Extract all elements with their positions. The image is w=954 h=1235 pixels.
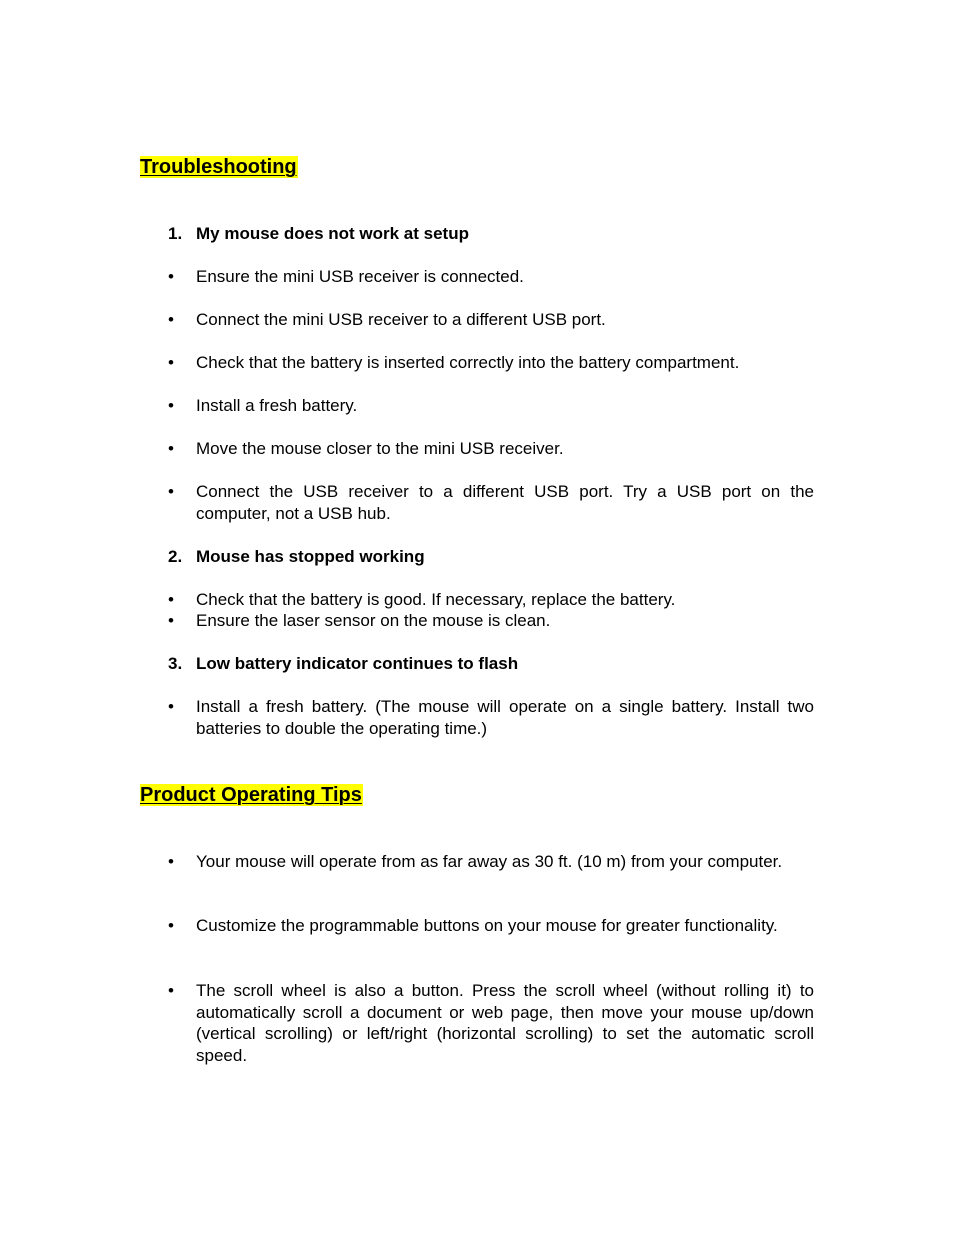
list-item-text: Connect the USB receiver to a different USB port. Try a USB port on the computer, not a USB hub.: [196, 482, 814, 523]
list-item: [168, 851, 814, 873]
list-item-text: Ensure the mini USB receiver is connected.: [196, 267, 524, 286]
list-item-text: Install a fresh battery.: [196, 396, 358, 415]
list-item: [168, 589, 814, 611]
list-item-text: Customize the programmable buttons on your mouse for greater functionality.: [196, 916, 778, 935]
issue-3-title-text: Low battery indicator continues to flash: [196, 654, 519, 673]
bullet-icon: •: [168, 310, 174, 329]
list-item: [168, 309, 814, 331]
bullet-icon: •: [168, 353, 174, 372]
list-item-text: Install a fresh battery. (The mouse will operate on a single battery. Install two batteries to double the operating time.): [196, 697, 814, 738]
bullet-icon: •: [168, 590, 174, 609]
issue-2-title: [168, 546, 814, 568]
list-item-text: Connect the mini USB receiver to a different USB port.: [196, 310, 606, 329]
bullet-icon: •: [168, 916, 174, 935]
issue-2-number: 2.: [168, 547, 183, 566]
issue-1-title: [168, 223, 814, 245]
bullet-icon: •: [168, 439, 174, 458]
bullet-icon: •: [168, 981, 174, 1000]
list-item: [168, 980, 814, 1066]
bullet-icon: •: [168, 482, 174, 501]
list-item: [168, 395, 814, 417]
list-item: [168, 610, 814, 632]
list-item: [168, 915, 814, 937]
issue-1-number: 1.: [168, 224, 183, 243]
bullet-icon: •: [168, 852, 174, 871]
list-item: [168, 696, 814, 739]
issue-1-title-text: My mouse does not work at setup: [196, 224, 469, 243]
bullet-icon: •: [168, 267, 174, 286]
issue-2-title-text: Mouse has stopped working: [196, 547, 425, 566]
list-item-text: Ensure the laser sensor on the mouse is clean.: [196, 611, 551, 630]
list-item-text: Your mouse will operate from as far away as 30 ft. (10 m) from your computer.: [196, 852, 783, 871]
list-item-text: Check that the battery is good. If necessary, replace the battery.: [196, 590, 676, 609]
issue-3-title: [168, 653, 814, 675]
list-item-text: Move the mouse closer to the mini USB receiver.: [196, 439, 564, 458]
issue-3-number: 3.: [168, 654, 183, 673]
list-item-text: Check that the battery is inserted correctly into the battery compartment.: [196, 353, 740, 372]
list-item-text: The scroll wheel is also a button. Press the scroll wheel (without rolling it) to automatically scroll a document or web page, then move your mouse up/down (vertical scrolling) or left/right (horizontal scrolling) to set the automatic scroll speed.: [196, 981, 814, 1065]
list-item: [168, 352, 814, 374]
tips-heading: Product Operating Tips: [140, 784, 362, 806]
list-item: [168, 481, 814, 524]
bullet-icon: •: [168, 396, 174, 415]
bullet-icon: •: [168, 611, 174, 630]
list-item: [168, 266, 814, 288]
bullet-icon: •: [168, 697, 174, 716]
list-item: [168, 438, 814, 460]
troubleshooting-heading: Troubleshooting: [140, 156, 297, 178]
